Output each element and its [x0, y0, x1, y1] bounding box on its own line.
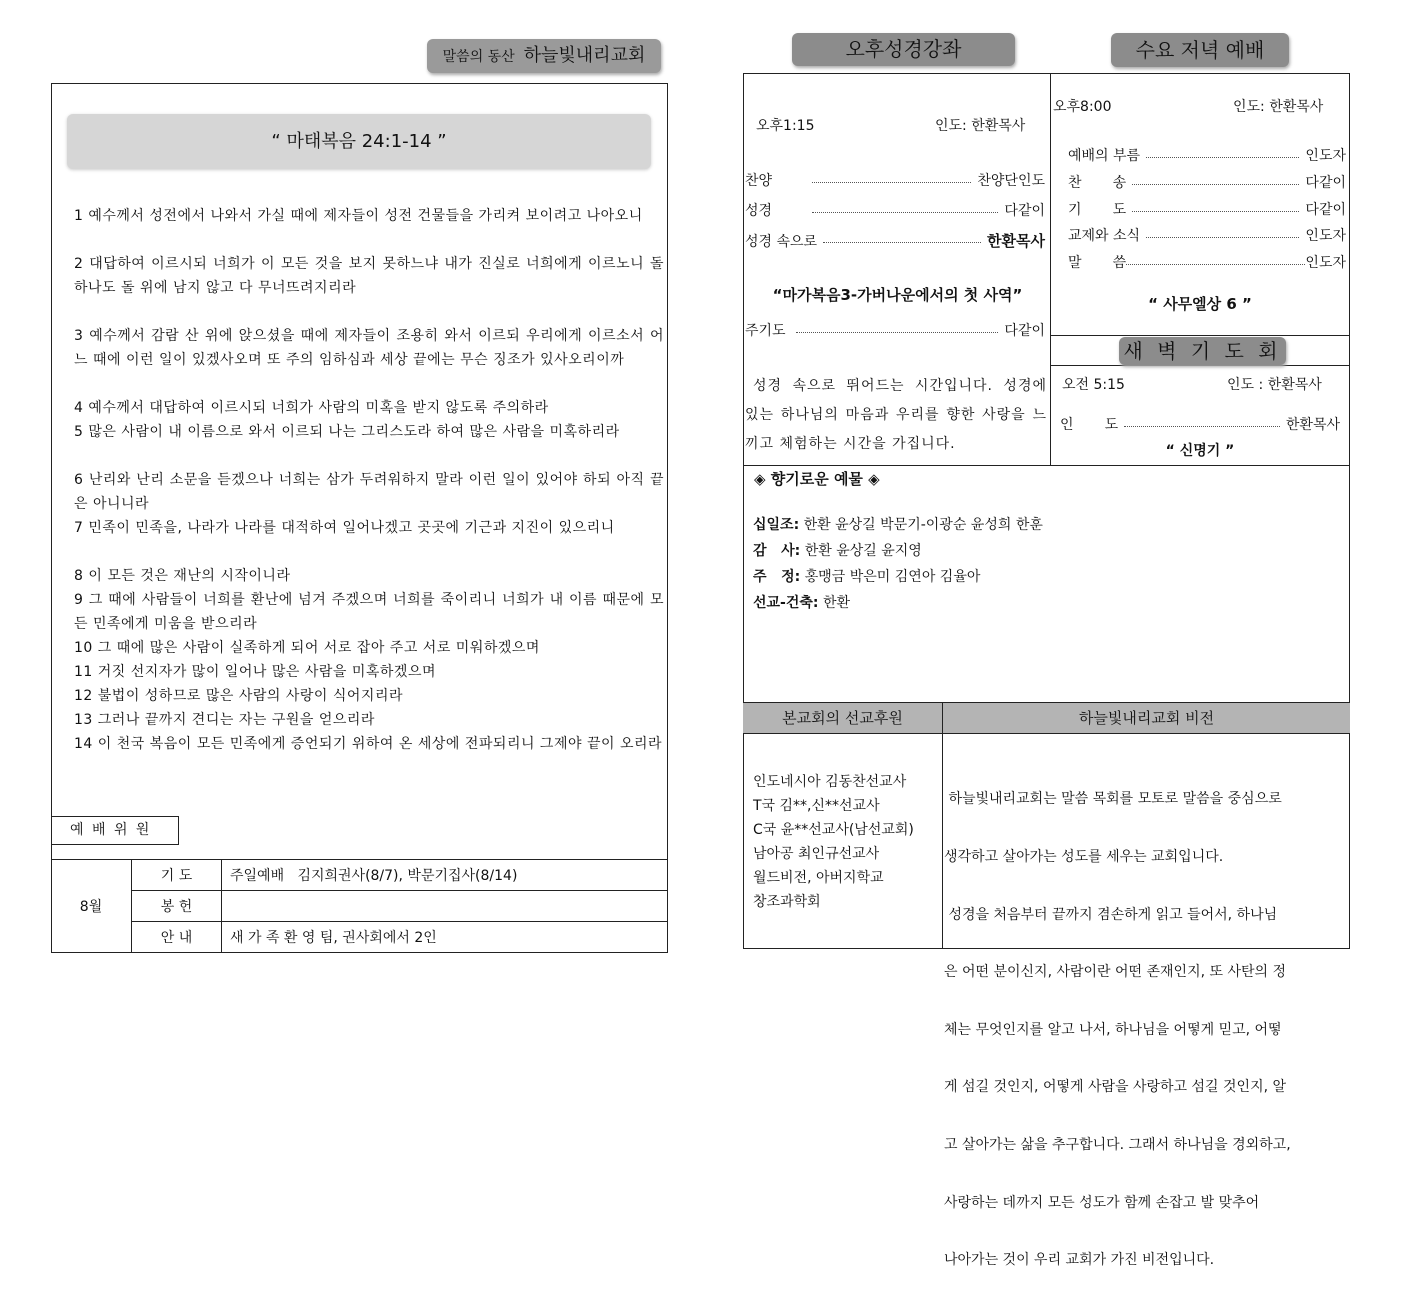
- item-value: 다같이: [1004, 203, 1045, 219]
- mission-item: C국 윤**선교사(남선교회): [753, 822, 914, 838]
- staff-value: [230, 891, 660, 921]
- offerings-title: ◈ 향기로운 예물 ◈: [754, 470, 880, 488]
- item-value: 한환목사: [987, 232, 1045, 250]
- mission-item: 인도네시아 김동찬선교사: [753, 774, 907, 790]
- offering-value: 한환 윤상길 박문기-이광순 윤성희 한훈: [803, 517, 1043, 533]
- item-label: 말 씀: [1068, 255, 1127, 271]
- verse: 10 그 때에 많은 사람이 실족하게 되어 서로 잡아 주고 서로 미워하겠으며: [74, 640, 540, 656]
- item-label: 성경 속으로: [745, 233, 818, 250]
- vision-line: 은 어떤 분이신지, 사람이란 어떤 존재인지, 또 사탄의 정: [944, 964, 1287, 981]
- item-value: 인도자: [1305, 148, 1346, 164]
- verse: 6 난리와 난리 소문을 듣겠으나 너희는 삼가 두려워하지 말라 이런 일이 있어야 하되 아직 끝은 아니니라: [74, 472, 664, 512]
- item-label: 찬양: [745, 173, 773, 189]
- vision-line: 사랑하는 데까지 모든 성도가 함께 손잡고 발 맞추어: [944, 1194, 1260, 1211]
- mission-item: 남아공 최인규선교사: [753, 846, 880, 862]
- scripture-title: “ 마태복음 24:1-14 ”: [67, 114, 651, 169]
- vision-line: 성경을 처음부터 끝까지 겸손하게 읽고 들어서, 하나님: [944, 906, 1278, 923]
- dot-leader: [1132, 184, 1299, 185]
- dawn-title: 새 벽 기 도 회: [1119, 337, 1286, 365]
- afternoon-sermon: “마가복음3-가버나운에서의 첫 사역”: [772, 286, 1023, 304]
- wednesday-title: 수요 저녁 예배: [1111, 33, 1289, 67]
- dot-leader: [823, 242, 981, 243]
- dot-leader: [1146, 157, 1299, 158]
- church-name: 하늘빛내리교회: [523, 45, 646, 66]
- item-label: 교제와 소식: [1068, 228, 1141, 244]
- afternoon-item: [745, 200, 1045, 220]
- afternoon-item: [745, 230, 1045, 251]
- wednesday-item: [1068, 225, 1346, 245]
- vision-line: 고 살아가는 삶을 추구합니다. 그래서 하나님을 경외하고,: [944, 1137, 1291, 1154]
- dot-leader: [812, 212, 998, 213]
- wednesday-sermon: “ 사무엘상 6 ”: [1148, 295, 1252, 313]
- staff-value: 주일예배 김지희권사(8/7), 박문기집사(8/14): [230, 868, 518, 884]
- mission-item: T국 김**,신**선교사: [753, 798, 880, 814]
- offering-label: 선교-건축:: [753, 595, 819, 611]
- verse: 5 많은 사람이 내 이름으로 와서 이르되 나는 그리스도라 하여 많은 사람을 미혹하리라: [74, 424, 620, 440]
- verse: 4 예수께서 대답하여 이르시되 너희가 사람의 미혹을 받지 않도록 주의하라: [74, 400, 549, 416]
- item-value: 찬양단인도: [977, 173, 1045, 189]
- offering-value: 한환 윤상길 윤지영: [804, 543, 922, 559]
- item-value: 인도자: [1305, 255, 1346, 271]
- item-label: 인 도: [1060, 417, 1119, 433]
- afternoon-item: [745, 170, 1045, 190]
- afternoon-closing: [745, 320, 1045, 340]
- missions-header: 본교회의 선교후원: [782, 709, 903, 727]
- verse: 8 이 모든 것은 재난의 시작이니라: [74, 568, 291, 584]
- staff-month: 8월: [79, 899, 103, 915]
- vision-line: 체는 무엇인지를 알고 나서, 하나님을 어떻게 믿고, 어떻: [944, 1021, 1282, 1038]
- item-value: 다같이: [1004, 323, 1045, 339]
- staff-role: 안 내: [160, 930, 193, 946]
- vision-line: 나아가는 것이 우리 교회가 가진 비전입니다.: [944, 1252, 1215, 1269]
- item-value: 한환목사: [1285, 417, 1340, 433]
- offering-row: [753, 592, 850, 612]
- vision-line: 생각하고 살아가는 성도를 세우는 교회입니다.: [944, 849, 1224, 866]
- verse: 2 대답하여 이르시되 너희가 이 모든 것을 보지 못하느냐 내가 진실로 너희에게 이르노니 돌 하나도 돌 위에 남지 않고 다 무너뜨려지리라: [74, 256, 664, 296]
- offering-row: [753, 540, 922, 560]
- verse: 14 이 천국 복음이 모든 민족에게 증언되기 위하여 온 세상에 전파되리니 그제야 끝이 오리라: [74, 736, 663, 752]
- wednesday-leader: 인도: 한환목사: [1233, 99, 1324, 115]
- verse: 3 예수께서 감람 산 위에 앉으셨을 때에 제자들이 조용히 와서 이르되 우리에게 이르소서 어느 때에 이런 일이 있겠사오며 또 주의 임하심과 세상 끝에는 무슨 징조가 있사오리이까: [74, 328, 664, 368]
- offering-row: [753, 514, 1043, 534]
- vision-text: [944, 752, 1348, 1290]
- item-label: 예배의 부름: [1068, 148, 1141, 164]
- wednesday-time: 오후8:00: [1053, 99, 1112, 115]
- verse: 11 거짓 선지자가 많이 일어나 많은 사람을 미혹하겠으며: [74, 664, 436, 680]
- offering-label: 주 정:: [753, 569, 801, 585]
- dawn-leader: 인도 : 한환목사: [1227, 377, 1322, 393]
- dot-leader: [796, 332, 999, 333]
- verse: 7 민족이 민족을, 나라가 나라를 대적하여 일어나겠고 곳곳에 기근과 지진이 있으리니: [74, 520, 615, 536]
- mission-item: 창조과학회: [753, 894, 821, 910]
- vision-line: 게 섬길 것인지, 어떻게 사람을 사랑하고 섬길 것인지, 알: [944, 1079, 1287, 1096]
- wednesday-item: [1068, 172, 1346, 192]
- verse: 9 그 때에 사람들이 너희를 환난에 넘겨 주겠으며 너희를 죽이리니 너희가 내 이름 때문에 모든 민족에게 미움을 받으리라: [74, 592, 664, 632]
- vision-line: 하늘빛내리교회는 말씀 목회를 모토로 말씀을 중심으로: [944, 791, 1282, 808]
- item-label: 기 도: [1068, 202, 1127, 218]
- church-name-tag: [427, 39, 661, 73]
- verse: 13 그러나 끝까지 견디는 자는 구원을 얻으리라: [74, 712, 375, 728]
- missions-list: [753, 770, 914, 914]
- dawn-item: [1060, 414, 1340, 434]
- staff-role: 봉 헌: [160, 899, 193, 915]
- dawn-time: 오전 5:15: [1062, 377, 1125, 393]
- item-value: 다같이: [1305, 175, 1346, 191]
- church-motto: 말씀의 동산: [442, 49, 515, 65]
- offering-label: 십일조:: [753, 517, 800, 533]
- item-value: 다같이: [1305, 202, 1346, 218]
- offering-label: 감 사:: [753, 543, 801, 559]
- offering-value: 홍맹금 박은미 김연아 김율아: [804, 569, 981, 585]
- dot-leader: [1126, 264, 1305, 265]
- dot-leader: [1132, 211, 1299, 212]
- offering-value: 한환: [822, 595, 851, 611]
- mission-item: 월드비전, 아버지학교: [753, 870, 884, 886]
- afternoon-leader: 인도: 한환목사: [935, 118, 1026, 134]
- vision-header: 하늘빛내리교회 비전: [1078, 709, 1215, 727]
- afternoon-time: 오후1:15: [756, 118, 815, 134]
- dot-leader: [1146, 237, 1299, 238]
- wednesday-item: [1068, 199, 1346, 219]
- afternoon-description: 성경 속으로 뛰어드는 시간입니다. 성경에 있는 하나님의 마음과 우리를 향한 사랑을 느끼고 체험하는 시간을 가집니다.: [745, 378, 1047, 452]
- afternoon-title: 오후성경강좌: [792, 33, 1015, 66]
- dot-leader: [1124, 426, 1280, 427]
- staff-value: 새 가 족 환 영 팀, 권사회에서 2인: [230, 930, 437, 946]
- verse: 1 예수께서 성전에서 나와서 가실 때에 제자들이 성전 건물들을 가리켜 보이려고 나아오니: [74, 208, 643, 224]
- wednesday-item: [1068, 252, 1346, 272]
- item-label: 주기도: [745, 323, 786, 339]
- staff-role: 기 도: [160, 868, 193, 884]
- verse: 12 불법이 성하므로 많은 사람의 사랑이 식어지리라: [74, 688, 403, 704]
- dawn-sermon: “ 신명기 ”: [1165, 443, 1235, 459]
- item-value: 인도자: [1305, 228, 1346, 244]
- worship-staff-label: 예 배 위 원: [51, 816, 179, 845]
- item-label: 성경: [745, 203, 773, 219]
- dot-leader: [812, 182, 971, 183]
- wednesday-item: [1068, 145, 1346, 165]
- offering-row: [753, 566, 980, 586]
- item-label: 찬 송: [1068, 175, 1127, 191]
